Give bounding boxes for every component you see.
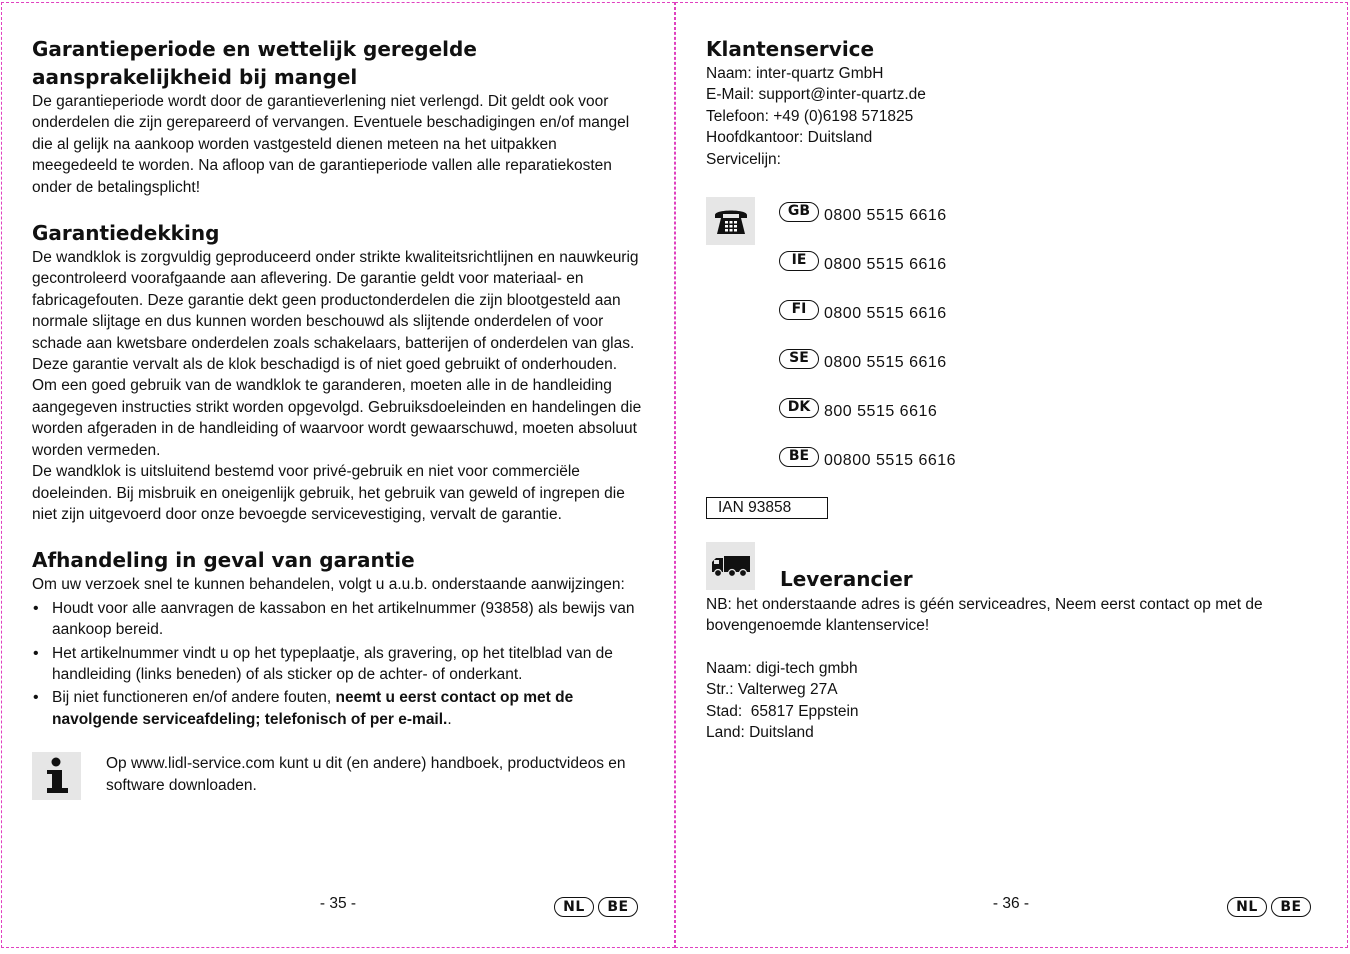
- country-badge: DK: [779, 398, 819, 418]
- right-page-content: [706, 35, 1318, 743]
- page-number: - 35 -: [319, 895, 357, 912]
- phone-number: 00800 5515 6616: [824, 451, 957, 469]
- language-badge-nl: NL: [1227, 897, 1267, 917]
- supplier-line-name: Naam: digi-tech gmbh: [706, 659, 858, 677]
- phone-block: [706, 197, 1318, 485]
- language-badge-nl: NL: [554, 897, 594, 917]
- supplier-note: NB: het onderstaande adres is géén serviceadres, Neem eerst contact op met de bovengenoemde klantenservice!: [706, 596, 1263, 635]
- list-item-suffix: .: [447, 710, 452, 728]
- phone-number: 0800 5515 6616: [824, 353, 947, 371]
- supplier-title: Leverancier: [780, 567, 913, 592]
- page-number: - 36 -: [992, 895, 1030, 912]
- supplier-line-street: Str.: Valterweg 27A: [706, 681, 838, 699]
- list-item: [779, 289, 956, 338]
- list-item: [779, 191, 956, 240]
- supplier-line-country: Land: Duitsland: [706, 724, 814, 742]
- supplier-header: [706, 542, 1318, 590]
- service-title: Klantenservice: [706, 37, 875, 61]
- section-body-garantiedekking-2: Deze garantie vervalt als de klok beschadigd is of niet goed gebruikt of onderhouden. Om een goed gebruik van de wandklok te garanderen, moeten alle in de handleiding aangegeven instructies strikt worden opgevolgd. Gebruiksdoeleinden en handelingen die worden afgeraden in de handleiding of waarvoor wordt gewaarschuwd, moeten absoluut worden vermeden.: [32, 356, 642, 459]
- instruction-list: [32, 598, 644, 730]
- service-line-servicelijn: Servicelijn:: [706, 150, 781, 168]
- list-item: [32, 687, 644, 730]
- phone-number: 800 5515 6616: [824, 402, 938, 420]
- language-badges: [554, 897, 638, 917]
- supplier-line-city: Stad: 65817 Eppstein: [706, 702, 859, 720]
- section-title-afhandeling: Afhandeling in geval van garantie: [32, 548, 415, 573]
- list-item: [779, 387, 956, 436]
- phone-number: 0800 5515 6616: [824, 206, 947, 224]
- phone-number: 0800 5515 6616: [824, 304, 947, 322]
- truck-icon: [706, 542, 755, 590]
- list-item: • Het artikelnummer vindt u op het typeplaatje, als gravering, op het titelblad van de handleiding (links beneden) of als sticker op de achter- of onderkant.: [32, 643, 644, 686]
- page-36: [675, 2, 1348, 948]
- list-item: • Houdt voor alle aanvragen de kassabon en het artikelnummer (93858) als bewijs van aankoop bereid.: [32, 598, 644, 641]
- phone-number: 0800 5515 6616: [824, 255, 947, 273]
- section-intro-afhandeling: Om uw verzoek snel te kunnen behandelen, volgt u a.u.b. onderstaande aanwijzingen:: [32, 576, 625, 594]
- language-badge-be: BE: [1271, 897, 1311, 917]
- info-note: [32, 752, 644, 800]
- service-line-email: E-Mail: support@inter-quartz.de: [706, 86, 926, 104]
- country-badge: IE: [779, 251, 819, 271]
- service-line-hq: Hoofdkantoor: Duitsland: [706, 129, 873, 147]
- service-line-phone: Telefoon: +49 (0)6198 571825: [706, 107, 914, 125]
- telephone-icon: [706, 197, 755, 245]
- section-body-garantiedekking: De wandklok is zorgvuldig geproduceerd onder strikte kwaliteitsrichtlijnen en nauwkeurig gecontroleerd voorafgaande aan aflevering. De garantie geldt voor materiaal- en fabricagefouten. Deze garantie dekt geen productonderdelen die zijn blootgesteld aan normale slijtage en dus kunnen worden beschouwd als slijtende onderdelen of voor schade aan kwetsbare onderdelen zoals schakelaars, batterijen of onderdelen van glas.: [32, 249, 639, 352]
- section-title-garantieperiode: Garantieperiode en wettelijk geregelde aansprakelijkheid bij mangel: [32, 37, 477, 89]
- section-body-garantieperiode: De garantieperiode wordt door de garantieverlening niet verlengd. Dit geldt ook voor onderdelen die zijn gerepareerd of vervangen. Eventuele beschadigingen en/of mangel die al gelijk na aankoop worden vastgesteld dienen meteen na het uitpakken meegedeeld te worden. Na afloop van de garantieperiode vallen alle reparatiekosten onder de betalingsplicht!: [32, 93, 630, 196]
- page-35: [1, 2, 675, 948]
- list-item: [779, 338, 956, 387]
- language-badges: [1227, 897, 1311, 917]
- phone-list: [779, 197, 956, 485]
- country-badge: FI: [779, 300, 819, 320]
- list-item-text: Bij niet functioneren en/of andere fouten,: [52, 689, 336, 707]
- list-item: [779, 436, 956, 485]
- section-body-garantiedekking-3: De wandklok is uitsluitend bestemd voor privé-gebruik en niet voor commerciële doeleinden. Bij misbruik en oneigenlijk gebruik, het gebruik van geweld of ingrepen die niet zijn uitgevoerd door onze bevoegde servicevestiging, vervalt de garantie.: [32, 463, 625, 523]
- ian-box: IAN 93858: [706, 497, 828, 519]
- left-page-content: [32, 35, 644, 800]
- country-badge: SE: [779, 349, 819, 369]
- language-badge-be: BE: [598, 897, 638, 917]
- info-note-text: Op www.lidl-service.com kunt u dit (en andere) handboek, productvideos en software downloaden.: [106, 755, 626, 794]
- list-item: [779, 240, 956, 289]
- info-icon: [32, 752, 81, 800]
- service-line-name: Naam: inter-quartz GmbH: [706, 65, 884, 82]
- section-title-garantiedekking: Garantiedekking: [32, 221, 220, 246]
- country-badge: BE: [779, 447, 819, 467]
- list-item-bold-text: neemt u eerst contact op met de navolgende serviceafdeling; telefonisch of per e-mail.: [52, 689, 574, 728]
- country-badge: GB: [779, 202, 819, 222]
